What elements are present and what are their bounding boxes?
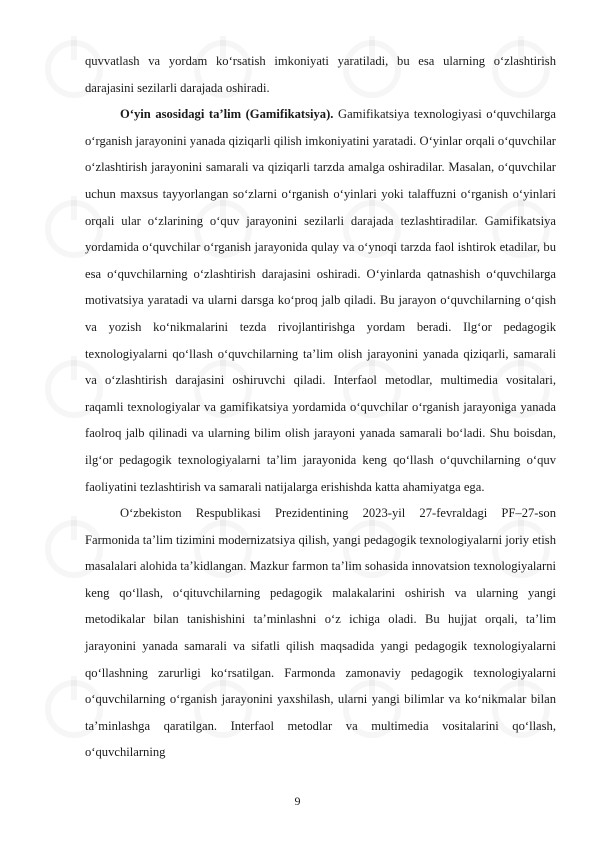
section-heading: O‘yin asosidagi ta’lim (Gamifikatsiya). — [120, 107, 334, 122]
paragraph-continuation — [85, 48, 556, 101]
paragraph-text: quvvatlash va yordam ko‘rsatish imkoniyati yaratiladi, bu esa ularning o‘zlashtirish darajasini sezilarli darajada oshiradi. — [85, 54, 556, 95]
document-body — [85, 48, 556, 766]
paragraph-decree — [85, 500, 556, 766]
paragraph-text: Gamifikatsiya texnologiyasi o‘quvchilarga o‘rganish jarayonini yanada qiziqarli qilish imkoniyatini yaratadi. O‘yinlar orqali o‘quvchilar o‘zlashtirish jarayonini samarali va qiziqarli tarzda amalga oshiradilar. Masalan, o‘quvchilar uchun maxsus tayyorlangan so‘zlarni o‘rganish o‘yinlari yoki talaffuzni o‘rganish o‘yinlari orqali ular o‘zlarining o‘quv jarayonini sezilarli darajada tezlashtiradilar. Gamifikatsiya yordamida o‘quvchilar o‘rganish jarayonida qulay va o‘ynoqi tarzda faol ishtirok etadilar, bu esa o‘quvchilarning o‘zlashtirish darajasini oshiradi. O‘yinlarda qatnashish o‘quvchilarga motivatsiya yaratadi va ularni darsga ko‘proq jalb qiladi. Bu jarayon o‘quvchilarning o‘qish va yozish ko‘nikmalarini tezda rivojlantirishga yordam beradi. Ilg‘or pedagogik texnologiyalarni qo‘llash o‘quvchilarning ta’lim olish jarayonini yanada qiziqarli, samarali va o‘zlashtirish darajasini oshiruvchi qiladi. Interfaol metodlar, multimedia vositalari, raqamli texnologiyalar va gamifikatsiya yordamida o‘quvchilar o‘rganish jarayoniga yanada faolroq jalb qilinadi va ularning bilim olish jarayoni yanada samarali bo‘ladi. Shu boisdan, ilg‘or pedagogik texnologiyalarni ta’lim jarayonida keng qo‘llash o‘quvchilarning o‘quv faoliyatini tezlashtirish va samarali natijalarga erishishda katta ahamiyatga ega. — [85, 107, 556, 494]
page-number: 9 — [294, 794, 301, 808]
paragraph-gamification — [85, 101, 556, 500]
paragraph-text: O‘zbekiston Respublikasi Prezidentining 2023-yil 27-fevraldagi PF–27-son Farmonida ta’lim tizimini modernizatsiya qilish, yangi pedagogik texnologiyalarni joriy etish masalalari alohida ta’kidlangan. Mazkur farmon ta’lim sohasida innovatsion texnologiyalarni keng qo‘llash, o‘qituvchilarning pedagogik malakalarini oshirish va ularning yangi metodikalar bilan tanishishini ta’minlashni o‘z ichiga oladi. Bu hujjat orqali, ta’lim jarayonini yanada samarali va sifatli qilish maqsadida yangi pedagogik texnologiyalarni qo‘llashning zarurligi ko‘rsatilgan. Farmonda zamonaviy pedagogik texnologiyalarni o‘quvchilarning o‘rganish jarayonini yaxshilash, ularni yangi bilimlar va ko‘nikmalar bilan ta’minlashga qaratilgan. Interfaol metodlar va multimedia vositalarini qo‘llash, o‘quvchilarning — [85, 506, 556, 760]
